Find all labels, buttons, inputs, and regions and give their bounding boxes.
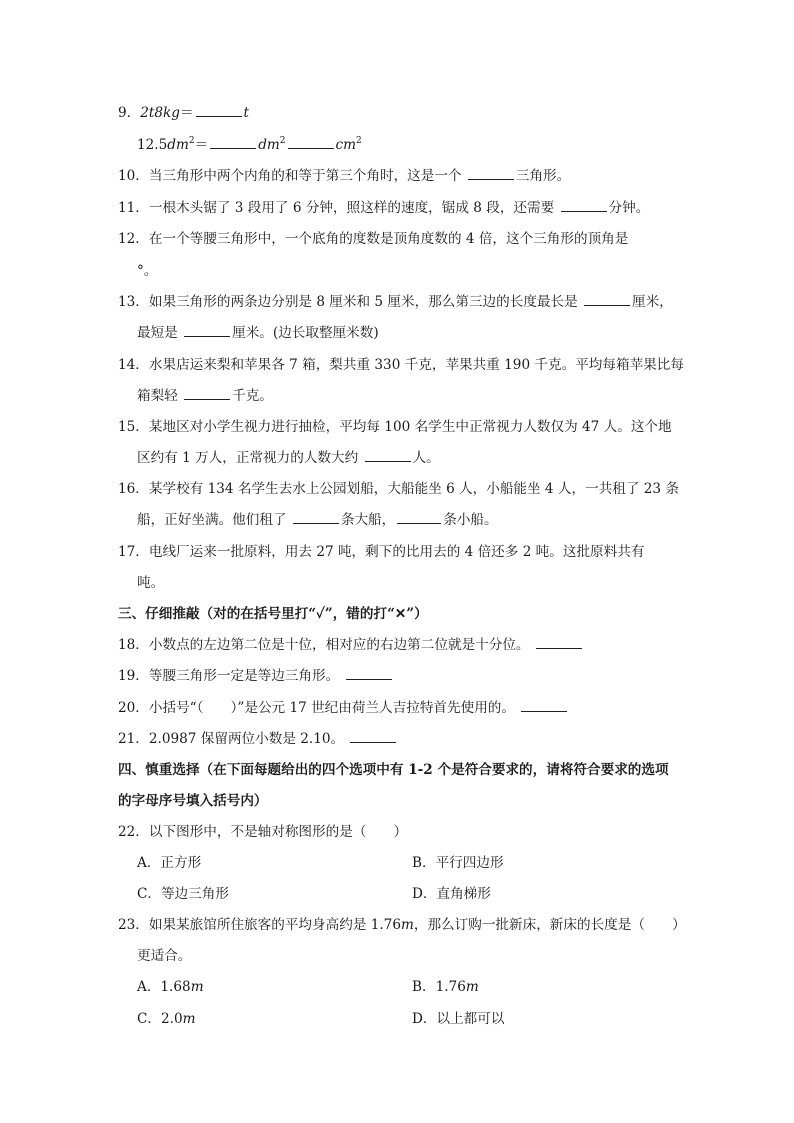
exponent: 2 (279, 136, 286, 146)
question-13 (118, 293, 673, 311)
question-text: 人。 (412, 450, 440, 466)
option-a[interactable] (137, 978, 204, 996)
answer-blank[interactable] (365, 449, 411, 462)
question-text: ，那么订购一批新床，新床的长度是（ ） (413, 917, 686, 933)
question-15-line-2 (137, 449, 440, 467)
exponent: 2 (356, 136, 362, 146)
question-12-line-2 (137, 262, 157, 280)
question-text: 区约有 1 万人，正常视力的人数大约 (137, 450, 363, 466)
section-title: 三、仔细推敲（对的在括号里打“✓”，错的打“✕”） (118, 606, 428, 622)
question-11 (118, 199, 649, 217)
question-text: 箱梨轻 (137, 388, 183, 404)
answer-blank[interactable] (293, 511, 339, 524)
question-16-line-2 (137, 511, 498, 529)
question-text: 厘米。(边长取整厘米数) (232, 325, 379, 341)
answer-blank[interactable] (210, 136, 256, 149)
unit: dm (167, 137, 189, 153)
answer-blank[interactable] (536, 636, 582, 649)
question-text: 最短是 (137, 325, 183, 341)
question-9-part-2 (137, 136, 362, 154)
section-heading-4-line-2 (118, 792, 268, 810)
question-text: 条大船， (340, 512, 396, 528)
section-heading-3 (118, 605, 428, 623)
question-text: 14．水果店运来梨和苹果各 7 箱，梨共重 330 千克，苹果共重 190 千克。平均每箱苹果比每 (118, 357, 684, 373)
question-text: 20．小括号“（ ）”是公元 17 世纪由荷兰人吉拉特首先使用的。 (118, 700, 520, 716)
question-14-line-2 (137, 387, 273, 405)
question-text: 厘米， (632, 294, 673, 310)
option-a[interactable] (137, 854, 201, 872)
option-b[interactable] (412, 978, 479, 996)
option-c[interactable] (137, 1010, 196, 1028)
option-label: A．1.68 (137, 979, 191, 995)
question-text: 更适合。 (137, 948, 192, 964)
question-text: 18．小数点的左边第二位是十位，相对应的右边第二位就是十分位。 (118, 637, 534, 653)
option-label: B．1.76 (412, 979, 466, 995)
answer-blank[interactable] (350, 730, 396, 743)
option-d[interactable] (412, 1010, 504, 1028)
option-d[interactable] (412, 885, 491, 903)
unit: m (400, 917, 414, 933)
question-16 (118, 480, 679, 498)
option-label: B．平行四边形 (412, 855, 504, 871)
unit: m (190, 979, 204, 995)
question-text: 19．等腰三角形一定是等边三角形。 (118, 668, 344, 684)
section-title: 四、慎重选择（在下面每题给出的四个选项中有 1-2 个是符合要求的，请将符合要求的选项 (118, 762, 669, 778)
question-19 (118, 667, 394, 685)
question-10 (118, 167, 570, 185)
question-text: 21．2.0987 保留两位小数是 2.10。 (118, 731, 349, 747)
question-17 (118, 543, 644, 561)
section-heading-4 (118, 761, 669, 779)
unit: dm (258, 137, 280, 153)
expression: 12.5 (137, 137, 168, 153)
answer-blank[interactable] (561, 199, 607, 212)
expression: 2t8kg (140, 105, 180, 121)
question-23 (118, 916, 686, 934)
question-20 (118, 699, 569, 717)
question-text: 16．某学校有 134 名学生去水上公园划船，大船能坐 6 人，小船能坐 4 人，一共租了 23 条 (118, 481, 679, 497)
answer-blank[interactable] (196, 104, 242, 117)
question-text: 千克。 (232, 388, 273, 404)
question-text: 三角形。 (515, 168, 571, 184)
option-label: C．2.0 (137, 1011, 183, 1027)
unit: cm (335, 137, 357, 153)
question-text: 条小船。 (443, 512, 498, 528)
question-12 (118, 230, 628, 248)
unit: t (243, 105, 250, 121)
question-9 (118, 104, 249, 122)
question-text: 船，正好坐满。他们租了 (137, 512, 291, 528)
equals-sign: ＝ (194, 137, 209, 153)
answer-blank[interactable] (346, 667, 392, 680)
answer-blank[interactable] (184, 324, 230, 337)
option-label: D．以上都可以 (412, 1011, 505, 1027)
unit: m (182, 1011, 196, 1027)
option-label: C．等边三角形 (137, 886, 229, 902)
question-text: 分钟。 (608, 200, 650, 216)
answer-blank[interactable] (584, 293, 630, 306)
question-text: °。 (137, 263, 158, 279)
question-13-line-2 (137, 324, 379, 342)
question-22 (118, 823, 407, 841)
answer-blank[interactable] (184, 387, 230, 400)
answer-blank[interactable] (468, 167, 514, 180)
option-c[interactable] (137, 885, 229, 903)
equals-sign: ＝ (179, 105, 194, 121)
question-text: 吨。 (137, 575, 165, 591)
answer-blank[interactable] (521, 699, 567, 712)
section-title: 的字母序号填入括号内） (118, 793, 268, 809)
question-21 (118, 730, 398, 748)
question-text: 23．如果某旅馆所住旅客的平均身高约是 1.76 (118, 917, 401, 933)
question-text: 15．某地区对小学生视力进行抽检，平均每 100 名学生中正常视力人数仅为 47 人。这个地 (118, 419, 672, 435)
question-text: 12．在一个等腰三角形中，一个底角的度数是顶角度数的 4 倍，这个三角形的顶角是 (118, 231, 629, 247)
option-label: A．正方形 (137, 855, 202, 871)
option-label: D．直角梯形 (412, 886, 491, 902)
question-text: 17．电线厂运来一批原料，用去 27 吨，剩下的比用去的 4 倍还多 2 吨。这批原料共有 (118, 544, 645, 560)
question-17-line-2 (137, 574, 164, 592)
question-text: 22．以下图形中，不是轴对称图形的是（ ） (118, 824, 408, 840)
question-23-line-2 (137, 947, 191, 965)
option-b[interactable] (412, 854, 504, 872)
question-14 (118, 356, 684, 374)
question-number: 9． (118, 105, 141, 121)
answer-blank[interactable] (397, 511, 441, 524)
unit: m (465, 979, 479, 995)
question-15 (118, 418, 672, 436)
question-text: 11．一根木头锯了 3 段用了 6 分钟，照这样的速度，锯成 8 段，还需要 (118, 200, 559, 216)
answer-blank[interactable] (288, 136, 334, 149)
exponent: 2 (188, 136, 195, 146)
question-text: 10．当三角形中两个内角的和等于第三个角时，这是一个 (118, 168, 466, 184)
question-text: 13．如果三角形的两条边分别是 8 厘米和 5 厘米，那么第三边的长度最长是 (118, 294, 583, 310)
question-18 (118, 636, 584, 654)
